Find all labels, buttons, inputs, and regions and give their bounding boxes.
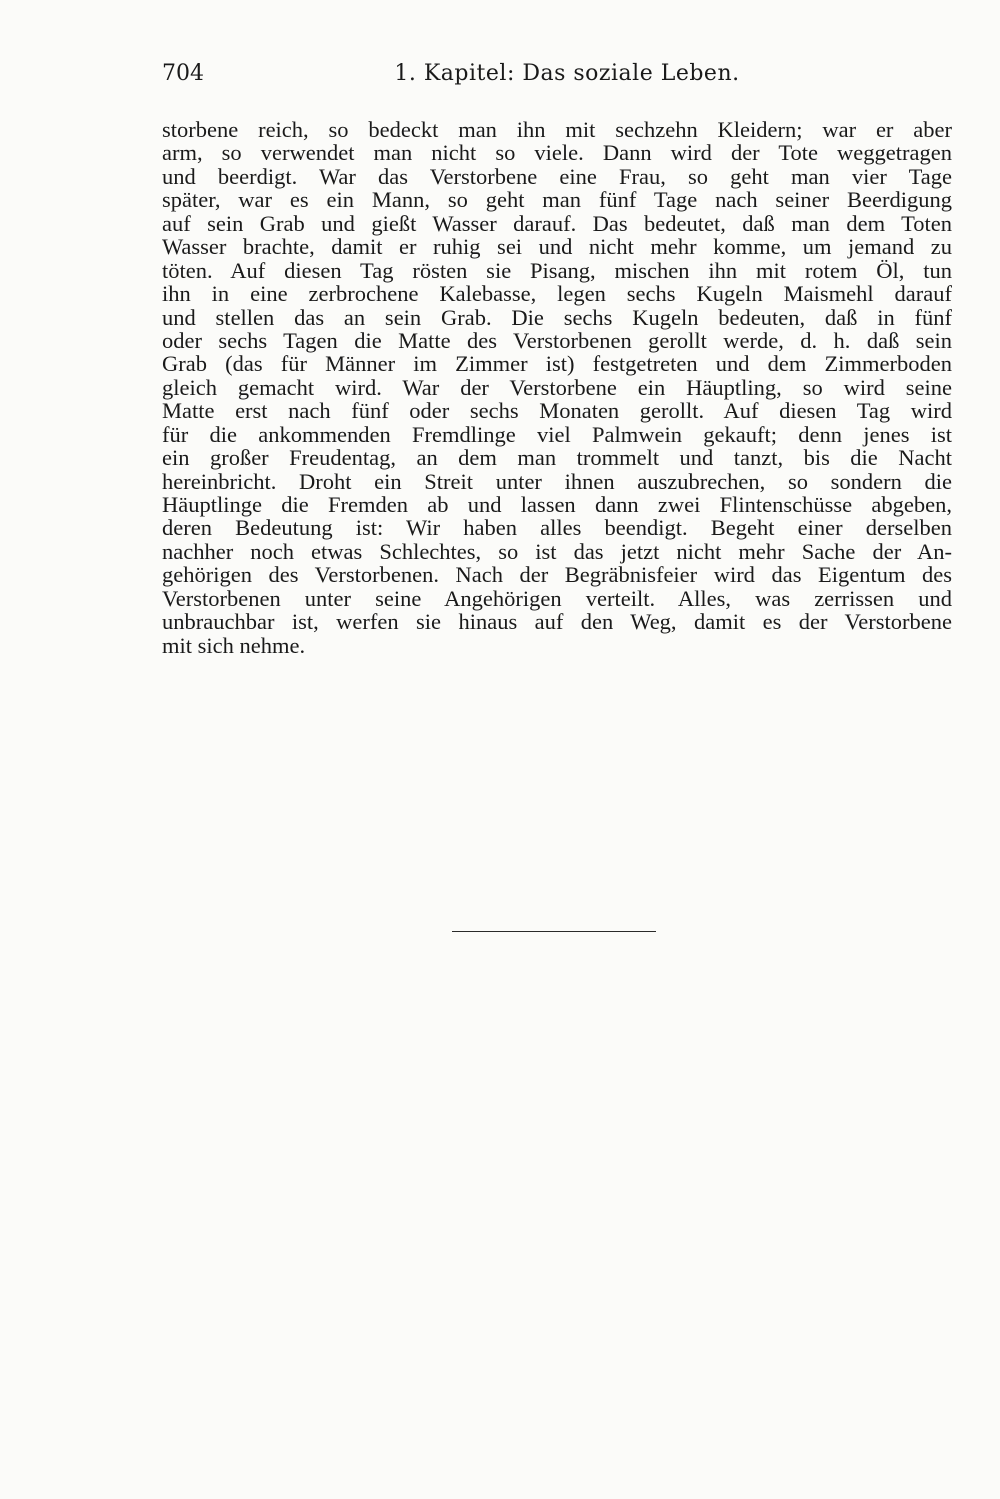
text-line: Verstorbenen unter seine Angehörigen verteilt. Alles, was zerrissen und: [162, 585, 952, 611]
text-line: und stellen das an sein Grab. Die sechs Kugeln bedeuten, daß in fünf: [162, 304, 952, 330]
page-number: 704: [162, 61, 204, 86]
text-line: storbene reich, so bedeckt man ihn mit sechzehn Kleidern; war er aber: [162, 117, 952, 142]
text-line: arm, so verwendet man nicht so viele. Dann wird der Tote weggetragen: [162, 140, 952, 166]
text-line: töten. Auf diesen Tag rösten sie Pisang, mischen ihn mit rotem Öl, tun: [162, 257, 952, 283]
page-header: [162, 60, 952, 88]
text-line: Häuptlinge die Fremden ab und lassen dann zwei Flintenschüsse abgeben,: [162, 492, 952, 517]
text-line: auf sein Grab und gießt Wasser darauf. Das bedeutet, daß man dem Toten: [162, 210, 952, 236]
text-line: später, war es ein Mann, so geht man fünf Tage nach seiner Beerdigung: [162, 187, 952, 213]
running-title: 1. Kapitel: Das soziale Leben.: [394, 61, 740, 86]
body-paragraph: [162, 118, 952, 657]
text-line: gleich gemacht wird. War der Verstorbene ein Häuptling, so wird seine: [162, 374, 952, 400]
text-line: hereinbricht. Droht ein Streit unter ihnen auszubrechen, so sondern die: [162, 468, 952, 494]
text-line: nachher noch etwas Schlechtes, so ist das jetzt nicht mehr Sache der An-: [162, 538, 952, 564]
text-line: Wasser brachte, damit er ruhig sei und nicht mehr komme, um jemand zu: [162, 234, 952, 260]
text-line: deren Bedeutung ist: Wir haben alles beendigt. Begeht einer derselben: [162, 515, 952, 541]
section-end-rule: [452, 931, 656, 932]
text-line: gehörigen des Verstorbenen. Nach der Begräbnisfeier wird das Eigentum des: [162, 562, 952, 588]
text-line: Grab (das für Männer im Zimmer ist) festgetreten und dem Zimmerboden: [162, 351, 952, 377]
text-line: Matte erst nach fünf oder sechs Monaten gerollt. Auf diesen Tag wird: [162, 398, 952, 424]
text-line: unbrauchbar ist, werfen sie hinaus auf den Weg, damit es der Verstorbene: [162, 609, 952, 635]
text-line: oder sechs Tagen die Matte des Verstorbenen gerollt werde, d. h. daß sein: [162, 327, 952, 353]
text-line: und beerdigt. War das Verstorbene eine Frau, so geht man vier Tage: [162, 163, 952, 189]
text-line-last: mit sich nehme.: [162, 632, 306, 658]
text-line: ein großer Freudentag, an dem man trommelt und tanzt, bis die Nacht: [162, 445, 952, 471]
text-line: ihn in eine zerbrochene Kalebasse, legen sechs Kugeln Maismehl darauf: [162, 281, 952, 307]
text-line: für die ankommenden Fremdlinge viel Palmwein gekauft; denn jenes ist: [162, 421, 952, 447]
